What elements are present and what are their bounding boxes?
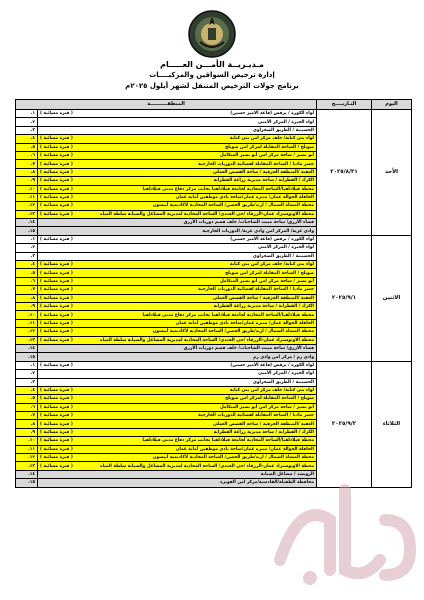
table-row — [16, 235, 412, 243]
row-number-cell: .١٤ — [16, 219, 38, 227]
evening-shift-note: ( فترة مسائية ) — [40, 388, 73, 394]
evening-shift-note: ( فترة مسائية ) — [40, 161, 73, 167]
column-header-area: المنطقــــــــــة — [16, 100, 317, 110]
header-program-title: برنامج جولات الترخيص المتنقل لشهر أيلول ٢٠٢٥م — [125, 82, 299, 90]
area-cell — [38, 185, 317, 193]
header-directorate: مـديـريــة الأمـــن العـــــام — [160, 60, 264, 69]
area-name: محطة فيلادلفيا/الساحة المحاذية لجامعة فيلادلفيا بجانب مركز دفاع مدني فيلادلفيا — [142, 312, 314, 318]
area-name: محطة الاوتوستراد عمان-الزرقاء /حي الجندي/ الساحة المحاذية لمديرية المشاغل والصيانة سلطة المياه — [100, 211, 314, 217]
area-name: العقبة /المنطقة الحرفية / ساحة القصص العملي — [212, 169, 314, 175]
evening-shift-note: ( فترة مسائية ) — [40, 111, 73, 117]
evening-shift-note: ( فترة مسائية ) — [40, 153, 73, 159]
area-name: الحافلة الجوالة عمان/ متنزه عمان/ساحة نادي موظفين أمانة عمان — [175, 446, 314, 452]
area-cell — [38, 403, 317, 411]
area-name: لواء الجيزة / المركز الأمني — [258, 245, 314, 251]
crest-emblem — [186, 8, 238, 60]
area-cell — [38, 344, 317, 352]
date-cell: ٢٠٢٥/٩/٢ — [317, 361, 372, 487]
evening-shift-note: ( فترة مسائية ) — [40, 430, 73, 436]
row-number-cell: .٤ — [16, 135, 38, 143]
row-number-cell: .٧ — [16, 412, 38, 420]
row-number-cell: .١١ — [16, 445, 38, 453]
row-number-cell: .٨ — [16, 168, 38, 176]
area-name: صويلح / الساحة المقابلة لمركز امن صويلح — [225, 396, 314, 402]
row-number-cell: .١٥ — [16, 353, 38, 361]
area-name: محطة المشاة الشمال / اربد/طريق الحصن/ الساحة المحاذية لأكاديمية أيبسون — [152, 203, 314, 209]
area-name: لواء بني كنانة/ خلف مركز امن بني كنانة — [229, 136, 314, 142]
row-number-cell: .٦ — [16, 151, 38, 159]
row-number-cell: .١٣ — [16, 336, 38, 344]
area-name: الحافلة الجوالة عمان/ متنزه عمان/ساحة نادي موظفين أمانة عمان — [175, 320, 314, 326]
area-cell — [38, 286, 317, 294]
area-name: لواء الكورة / برقش (قاعة الامير حسين) — [230, 362, 314, 368]
row-number-cell: .١ — [16, 361, 38, 369]
column-header-date: التـاريــــخ — [317, 100, 372, 110]
row-number-cell: .٧ — [16, 160, 38, 168]
area-cell — [38, 235, 317, 243]
area-cell — [38, 353, 317, 361]
area-cell — [38, 193, 317, 201]
row-number-cell: .١٣ — [16, 210, 38, 218]
evening-shift-note: ( فترة مسائية ) — [40, 404, 73, 410]
area-cell — [38, 395, 317, 403]
area-cell — [38, 319, 317, 327]
area-cell — [38, 244, 317, 252]
area-cell — [38, 470, 317, 478]
evening-shift-note: ( فترة مسائية ) — [40, 304, 73, 310]
area-name: جسر مادبا / الساحة المقابلة لقضائية الدوريات الخارجية — [198, 287, 314, 293]
area-cell — [38, 454, 317, 462]
area-name: أبو نصير / ساحة مركز امن أبو نصير المتكامل — [219, 404, 314, 410]
row-number-cell: .٥ — [16, 395, 38, 403]
area-name: لواء الكورة / برقش (قاعة الامير حسين) — [230, 111, 314, 117]
area-cell — [38, 269, 317, 277]
area-cell — [38, 202, 317, 210]
area-cell — [38, 252, 317, 260]
evening-shift-note: ( فترة مسائية ) — [40, 337, 73, 343]
area-cell — [38, 210, 317, 218]
area-cell — [38, 277, 317, 285]
row-number-cell: .١٥ — [16, 479, 38, 487]
area-cell — [38, 462, 317, 470]
area-cell — [38, 302, 317, 310]
evening-shift-note: ( فترة مسائية ) — [40, 320, 73, 326]
area-name: أبو نصير / ساحة مركز امن أبو نصير المتكامل — [219, 153, 314, 159]
date-cell: ٢٠٢٥/٨/٣١ — [317, 110, 372, 236]
area-name: محافظة الطفيلة/القادسية/مركز امن القويرة — [220, 480, 314, 486]
evening-shift-note: ( فترة مسائية ) — [40, 237, 73, 243]
area-cell — [38, 126, 317, 134]
evening-shift-note: ( فترة مسائية ) — [40, 144, 73, 150]
area-cell — [38, 328, 317, 336]
area-cell — [38, 110, 317, 118]
area-cell — [38, 168, 317, 176]
evening-shift-note: ( فترة مسائية ) — [40, 279, 73, 284]
area-cell — [38, 428, 317, 436]
evening-shift-note: ( فترة مسائية ) — [40, 413, 73, 419]
row-number-cell: .١٠ — [16, 437, 38, 445]
row-number-cell: .١٢ — [16, 202, 38, 210]
area-name: وادي عربة/ المركز امن وادي عربة/ الدوريات الخارجية — [202, 228, 314, 234]
area-name: جسر مادبا / الساحة المقابلة لقضائية الدوريات الخارجية — [198, 161, 314, 167]
evening-shift-note: ( فترة مسائية ) — [40, 421, 73, 427]
area-cell — [38, 118, 317, 126]
table-header-row — [16, 100, 412, 110]
row-number-cell: .٢ — [16, 244, 38, 252]
row-number-cell: .٥ — [16, 269, 38, 277]
area-name: جسر مادبا / الساحة المقابلة لقضائية الدوريات الخارجية — [198, 413, 314, 419]
row-number-cell: .١٠ — [16, 311, 38, 319]
evening-shift-note: ( فترة مسائية ) — [40, 136, 73, 142]
row-number-cell: .١١ — [16, 193, 38, 201]
row-number-cell: .٩ — [16, 177, 38, 185]
evening-shift-note: ( فترة مسائية ) — [40, 203, 73, 209]
row-number-cell: .٦ — [16, 277, 38, 285]
area-cell — [38, 227, 317, 235]
area-cell — [38, 386, 317, 394]
area-cell — [38, 261, 317, 269]
evening-shift-note: ( فترة مسائية ) — [40, 211, 73, 217]
area-cell — [38, 361, 317, 369]
area-name: أبو نصير / ساحة مركز امن أبو نصير المتكامل — [219, 279, 314, 284]
area-name: محطة المشاة الشمال / اربد/طريق الحصن/ الساحة المحاذية لأكاديمية أيبسون — [152, 455, 314, 461]
area-name: الحسينية / الطريق الصحراوي — [252, 379, 314, 385]
date-cell: ٢٠٢٥/٩/١ — [317, 235, 372, 361]
area-cell — [38, 378, 317, 386]
evening-shift-note: ( فترة مسائية ) — [40, 362, 73, 368]
area-name: الكرك / القطرانة / ساحة مديرية زراعة القطرانة — [213, 304, 314, 310]
area-name: لواء الجيزة / المركز الأمني — [258, 119, 314, 125]
row-number-cell: .١٠ — [16, 185, 38, 193]
schedule-body — [16, 110, 412, 488]
area-name: الرويشد / مشاغل الصيانة — [260, 471, 314, 477]
area-cell — [38, 412, 317, 420]
area-name: محطة فيلادلفيا/الساحة المحاذية لجامعة فيلادلفيا بجانب مركز دفاع مدني فيلادلفيا — [142, 438, 314, 444]
area-name: الحسينية / الطريق الصحراوي — [252, 253, 314, 259]
row-number-cell: .٨ — [16, 294, 38, 302]
area-name: صويلح / الساحة المقابلة لمركز امن صويلح — [225, 144, 314, 150]
area-cell — [38, 370, 317, 378]
evening-shift-note: ( فترة مسائية ) — [40, 178, 73, 184]
evening-shift-note: ( فترة مسائية ) — [40, 438, 73, 444]
area-name: قضاء الأزرق/ ساحة مبيت الشاحنات/ خلف قسم دوريات الأزرق — [183, 220, 314, 226]
area-name: لواء بني كنانة/ خلف مركز امن بني كنانة — [229, 262, 314, 268]
area-name: وادي رم / مركز امن وادي رم — [253, 354, 314, 360]
area-name: لواء الجيزة / المركز الأمني — [258, 371, 314, 377]
area-cell — [38, 311, 317, 319]
row-number-cell: .٥ — [16, 143, 38, 151]
row-number-cell: .٣ — [16, 378, 38, 386]
row-number-cell: .١٢ — [16, 328, 38, 336]
row-number-cell: .١٥ — [16, 227, 38, 235]
row-number-cell: .٣ — [16, 252, 38, 260]
evening-shift-note: ( فترة مسائية ) — [40, 169, 73, 175]
header-department: إدارة ترخيص السواقين والمركبــــات — [149, 71, 275, 79]
evening-shift-note: ( فترة مسائية ) — [40, 295, 73, 301]
row-number-cell: .٩ — [16, 302, 38, 310]
area-name: قضاء الأزرق/ ساحة مبيت الشاحنات/ خلف قسم دوريات الأزرق — [183, 346, 314, 352]
area-cell — [38, 135, 317, 143]
area-cell — [38, 445, 317, 453]
day-cell: الثلاثاء — [372, 361, 412, 487]
row-number-cell: .٢ — [16, 370, 38, 378]
area-name: الحافلة الجوالة عمان/ متنزه عمان/ساحة نادي موظفين أمانة عمان — [175, 195, 314, 201]
evening-shift-note: ( فترة مسائية ) — [40, 312, 73, 318]
area-name: محطة المشاة الشمال / اربد/طريق الحصن/ الساحة المحاذية لأكاديمية أيبسون — [152, 329, 314, 335]
evening-shift-note: ( فترة مسائية ) — [40, 446, 73, 452]
row-number-cell: .٢ — [16, 118, 38, 126]
row-number-cell: .١ — [16, 110, 38, 118]
row-number-cell: .٣ — [16, 126, 38, 134]
row-number-cell: .٤ — [16, 386, 38, 394]
table-row — [16, 361, 412, 369]
area-cell — [38, 420, 317, 428]
row-number-cell: .١٤ — [16, 344, 38, 352]
area-name: الكرك / القطرانة / ساحة مديرية زراعة القطرانة — [213, 430, 314, 436]
evening-shift-note: ( فترة مسائية ) — [40, 287, 73, 293]
area-name: صويلح / الساحة المقابلة لمركز امن صويلح — [225, 270, 314, 276]
area-cell — [38, 151, 317, 159]
evening-shift-note: ( فترة مسائية ) — [40, 195, 73, 201]
area-name: محطة الاوتوستراد عمان-الزرقاء /حي الجندي/ الساحة المحاذية لمديرية المشاغل والصيانة سلطة المياه — [100, 337, 314, 343]
area-cell — [38, 177, 317, 185]
evening-shift-note: ( فترة مسائية ) — [40, 463, 73, 469]
evening-shift-note: ( فترة مسائية ) — [40, 186, 73, 192]
area-cell — [38, 294, 317, 302]
row-number-cell: .٩ — [16, 428, 38, 436]
row-number-cell: .١٢ — [16, 454, 38, 462]
area-cell — [38, 479, 317, 487]
area-cell — [38, 437, 317, 445]
area-cell — [38, 160, 317, 168]
area-name: لواء بني كنانة/ خلف مركز امن بني كنانة — [229, 388, 314, 394]
row-number-cell: .١١ — [16, 319, 38, 327]
day-cell: الاثنين — [372, 235, 412, 361]
area-name: محطة فيلادلفيا/الساحة المحاذية لجامعة فيلادلفيا بجانب مركز دفاع مدني فيلادلفيا — [142, 186, 314, 192]
area-name: لواء الكورة / برقش (قاعة الامير حسين) — [230, 237, 314, 243]
schedule-table — [15, 99, 412, 488]
area-cell — [38, 219, 317, 227]
area-name: العقبة /المنطقة الحرفية / ساحة القصص العملي — [212, 421, 314, 427]
row-number-cell: .٤ — [16, 261, 38, 269]
row-number-cell: .٧ — [16, 286, 38, 294]
evening-shift-note: ( فترة مسائية ) — [40, 329, 73, 335]
area-name: محطة الاوتوستراد عمان-الزرقاء /حي الجندي/ الساحة المحاذية لمديرية المشاغل والصيانة سلطة المياه — [100, 463, 314, 469]
row-number-cell: .٨ — [16, 420, 38, 428]
table-row — [16, 110, 412, 118]
column-header-day: اليوم — [372, 100, 412, 110]
evening-shift-note: ( فترة مسائية ) — [40, 270, 73, 276]
row-number-cell: .٦ — [16, 403, 38, 411]
row-number-cell: .١ — [16, 235, 38, 243]
evening-shift-note: ( فترة مسائية ) — [40, 262, 73, 268]
evening-shift-note: ( فترة مسائية ) — [40, 396, 73, 402]
area-name: الكرك / القطرانة / ساحة مديرية زراعة القطرانة — [213, 178, 314, 184]
area-name: الحسينية / الطريق الصحراوي — [252, 127, 314, 133]
row-number-cell: .١٣ — [16, 462, 38, 470]
row-number-cell: .١٤ — [16, 470, 38, 478]
area-cell — [38, 143, 317, 151]
evening-shift-note: ( فترة مسائية ) — [40, 455, 73, 461]
day-cell: الأحد — [372, 110, 412, 236]
area-cell — [38, 336, 317, 344]
area-name: العقبة /المنطقة الحرفية / ساحة القصص العملي — [212, 295, 314, 301]
